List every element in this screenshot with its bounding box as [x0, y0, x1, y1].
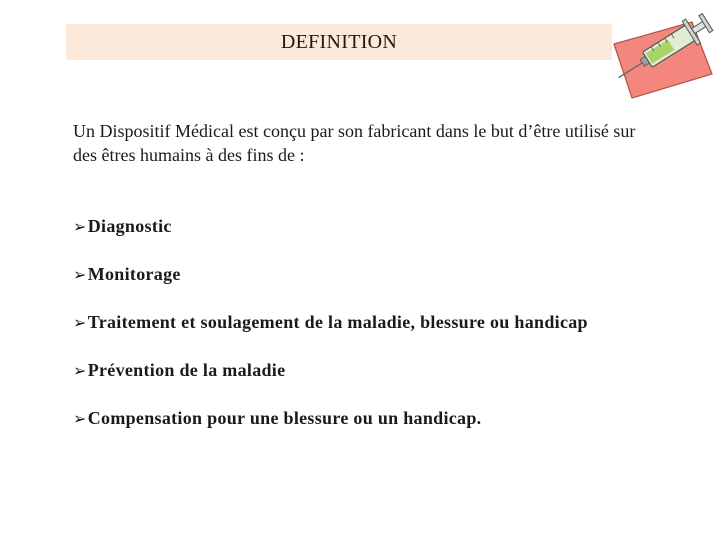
bullet-text: Monitorage — [87, 263, 181, 284]
title-band — [66, 24, 612, 60]
intro-paragraph: Un Dispositif Médical est conçu par son fabricant dans le but d’être utilisé sur des êtres humains à des fins de : — [73, 121, 636, 165]
list-item — [73, 406, 693, 430]
list-item — [73, 214, 693, 238]
arrow-bullet-icon: ➢ — [73, 216, 87, 236]
arrow-bullet-icon: ➢ — [73, 264, 87, 284]
list-item — [73, 310, 693, 334]
arrow-bullet-icon: ➢ — [73, 360, 87, 380]
bullet-text: Traitement et soulagement de la maladie, blessure ou handicap — [87, 311, 588, 332]
bullet-list — [73, 214, 693, 454]
arrow-bullet-icon: ➢ — [73, 408, 87, 428]
bullet-text: Compensation pour une blessure ou un handicap. — [87, 407, 482, 428]
list-item — [73, 358, 693, 382]
arrow-bullet-icon: ➢ — [73, 312, 87, 332]
bullet-text: Diagnostic — [87, 215, 172, 236]
bullet-text: Prévention de la maladie — [87, 359, 286, 380]
list-item — [73, 262, 693, 286]
syringe-icon — [606, 0, 720, 108]
slide-title: DEFINITION — [280, 30, 398, 53]
